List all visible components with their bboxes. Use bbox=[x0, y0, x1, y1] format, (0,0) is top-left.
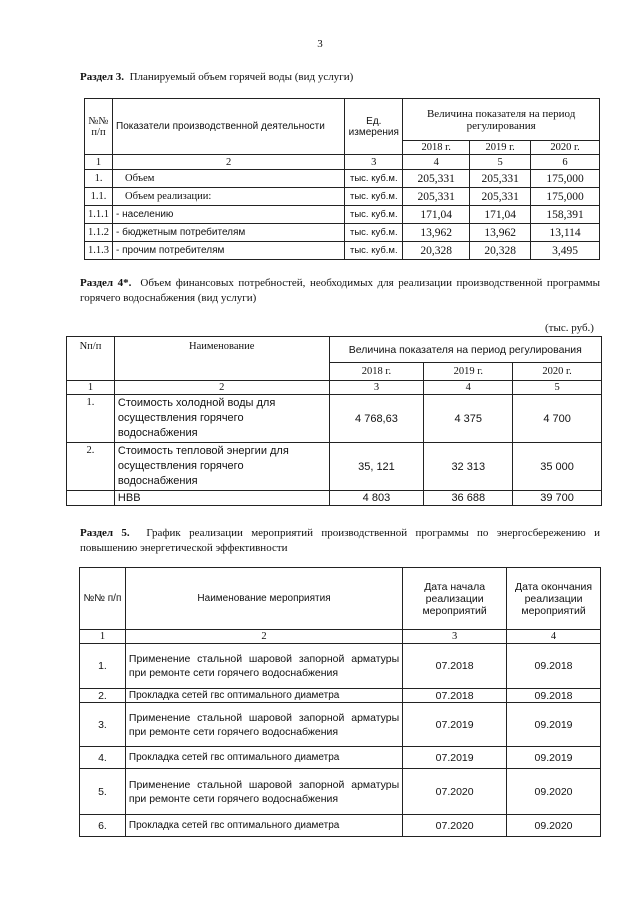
row-value-2020: 4 700 bbox=[513, 395, 602, 443]
s4-year-2019: 2019 г. bbox=[424, 363, 513, 381]
row-num: 2. bbox=[80, 689, 126, 703]
s5-header-num: №№ п/п bbox=[80, 568, 126, 630]
row-value-2018: 13,962 bbox=[403, 224, 470, 242]
row-name: - бюджетным потребителям bbox=[113, 224, 345, 242]
table-row bbox=[85, 242, 600, 260]
s4-header-num: Nп/п bbox=[67, 337, 115, 381]
row-value-2019: 205,331 bbox=[470, 188, 531, 206]
row-name: НВВ bbox=[114, 491, 329, 506]
section3-table bbox=[84, 98, 600, 260]
s4-colnum: 1 bbox=[67, 381, 115, 395]
row-num: 1. bbox=[80, 644, 126, 689]
s4-colnum: 4 bbox=[424, 381, 513, 395]
s3-header-unit: Ед. измерения bbox=[345, 99, 403, 155]
row-value-2019: 171,04 bbox=[470, 206, 531, 224]
row-num: 1. bbox=[85, 170, 113, 188]
s5-colnum-row bbox=[80, 630, 601, 644]
s4-year-2018: 2018 г. bbox=[329, 363, 424, 381]
table-row bbox=[85, 224, 600, 242]
s5-colnum: 2 bbox=[125, 630, 402, 644]
section3-title-bold: Раздел 3. bbox=[80, 71, 125, 83]
s3-colnum-row bbox=[85, 155, 600, 170]
section4-table bbox=[66, 336, 602, 506]
table-row bbox=[67, 443, 602, 491]
s3-year-2019: 2019 г. bbox=[470, 141, 531, 155]
row-value-2020: 158,391 bbox=[531, 206, 600, 224]
row-start-date: 07.2018 bbox=[403, 689, 507, 703]
s3-colnum: 4 bbox=[403, 155, 470, 170]
row-num bbox=[67, 491, 115, 506]
s5-colnum: 3 bbox=[403, 630, 507, 644]
s5-header-name: Наименование мероприятия bbox=[125, 568, 402, 630]
row-value-2018: 20,328 bbox=[403, 242, 470, 260]
table-row bbox=[80, 644, 601, 689]
section5-title-text: График реализации мероприятий производственной программы по энергосбережению и повышению энергетической эффективности bbox=[80, 527, 601, 554]
s5-colnum: 1 bbox=[80, 630, 126, 644]
row-name: Применение стальной шаровой запорной арматуры при ремонте сети горячего водоснабжения bbox=[125, 644, 402, 689]
row-end-date: 09.2019 bbox=[507, 703, 601, 747]
s5-header-end: Дата окончания реализации мероприятий bbox=[507, 568, 601, 630]
s3-colnum: 2 bbox=[113, 155, 345, 170]
row-name: Объем реализации: bbox=[113, 188, 345, 206]
row-unit: тыс. куб.м. bbox=[345, 170, 403, 188]
row-unit: тыс. куб.м. bbox=[345, 188, 403, 206]
row-name: - прочим потребителям bbox=[113, 242, 345, 260]
row-name: Применение стальной шаровой запорной арматуры при ремонте сети горячего водоснабжения bbox=[125, 769, 402, 815]
row-value-2018: 205,331 bbox=[403, 188, 470, 206]
s3-header-value: Величина показателя на период регулирования bbox=[403, 99, 600, 141]
row-value-2019: 4 375 bbox=[424, 395, 513, 443]
table-row bbox=[85, 170, 600, 188]
row-start-date: 07.2019 bbox=[403, 747, 507, 769]
row-value-2019: 32 313 bbox=[424, 443, 513, 491]
section3-title bbox=[80, 70, 600, 85]
row-value-2020: 175,000 bbox=[531, 188, 600, 206]
row-value-2019: 20,328 bbox=[470, 242, 531, 260]
row-end-date: 09.2019 bbox=[507, 747, 601, 769]
row-value-2020: 39 700 bbox=[513, 491, 602, 506]
row-end-date: 09.2018 bbox=[507, 689, 601, 703]
row-start-date: 07.2018 bbox=[403, 644, 507, 689]
s3-colnum: 5 bbox=[470, 155, 531, 170]
row-num: 6. bbox=[80, 815, 126, 837]
table-row bbox=[85, 206, 600, 224]
s5-header-start: Дата начала реализации мероприятий bbox=[403, 568, 507, 630]
table-row bbox=[80, 703, 601, 747]
row-value-2019: 13,962 bbox=[470, 224, 531, 242]
row-value-2020: 35 000 bbox=[513, 443, 602, 491]
row-value-2018: 35, 121 bbox=[329, 443, 424, 491]
row-unit: тыс. куб.м. bbox=[345, 242, 403, 260]
s4-colnum: 3 bbox=[329, 381, 424, 395]
row-start-date: 07.2020 bbox=[403, 769, 507, 815]
s3-header-indicator: Показатели производственной деятельности bbox=[113, 99, 345, 155]
row-value-2018: 4 803 bbox=[329, 491, 424, 506]
section4-title-text: Объем финансовых потребностей, необходимых для реализации производственной программы горячего водоснабжения (вид услуги) bbox=[80, 277, 601, 304]
row-unit: тыс. куб.м. bbox=[345, 206, 403, 224]
row-num: 4. bbox=[80, 747, 126, 769]
s3-colnum: 3 bbox=[345, 155, 403, 170]
row-num: 1.1.1 bbox=[85, 206, 113, 224]
row-num: 2. bbox=[67, 443, 115, 491]
row-name: Применение стальной шаровой запорной арматуры при ремонте сети горячего водоснабжения bbox=[125, 703, 402, 747]
row-name: Стоимость тепловой энергии для осуществления горячего водоснабжения bbox=[114, 443, 329, 491]
row-value-2018: 171,04 bbox=[403, 206, 470, 224]
s4-header-name: Наименование bbox=[114, 337, 329, 381]
row-num: 5. bbox=[80, 769, 126, 815]
row-value-2020: 3,495 bbox=[531, 242, 600, 260]
section4-title bbox=[80, 276, 600, 306]
table-row bbox=[80, 689, 601, 703]
s4-header-value: Величина показателя на период регулирования bbox=[329, 337, 601, 363]
row-name: - населению bbox=[113, 206, 345, 224]
section3-title-text: Планируемый объем горячей воды (вид услуги) bbox=[129, 71, 354, 83]
row-value-2019: 36 688 bbox=[424, 491, 513, 506]
row-unit: тыс. куб.м. bbox=[345, 224, 403, 242]
table-row bbox=[80, 815, 601, 837]
row-value-2020: 13,114 bbox=[531, 224, 600, 242]
row-value-2018: 4 768,63 bbox=[329, 395, 424, 443]
s3-colnum: 6 bbox=[531, 155, 600, 170]
s4-year-2020: 2020 г. bbox=[513, 363, 602, 381]
row-value-2020: 175,000 bbox=[531, 170, 600, 188]
table-row bbox=[80, 747, 601, 769]
section5-table bbox=[79, 567, 601, 837]
section5-title-bold: Раздел 5. bbox=[80, 527, 130, 539]
row-end-date: 09.2018 bbox=[507, 644, 601, 689]
units-note: (тыс. руб.) bbox=[545, 322, 594, 334]
table-row bbox=[85, 188, 600, 206]
row-name: Прокладка сетей гвс оптимального диаметра bbox=[125, 689, 402, 703]
s3-year-2018: 2018 г. bbox=[403, 141, 470, 155]
s4-colnum: 2 bbox=[114, 381, 329, 395]
row-num: 1. bbox=[67, 395, 115, 443]
row-start-date: 07.2020 bbox=[403, 815, 507, 837]
row-value-2019: 205,331 bbox=[470, 170, 531, 188]
row-num: 1.1.2 bbox=[85, 224, 113, 242]
row-value-2018: 205,331 bbox=[403, 170, 470, 188]
table-row bbox=[67, 395, 602, 443]
row-name: Прокладка сетей гвс оптимального диаметра bbox=[125, 747, 402, 769]
section5-title bbox=[80, 526, 600, 556]
row-end-date: 09.2020 bbox=[507, 769, 601, 815]
table-row bbox=[67, 491, 602, 506]
table-row bbox=[80, 769, 601, 815]
s3-header-num: №№ п/п bbox=[85, 99, 113, 155]
row-num: 3. bbox=[80, 703, 126, 747]
row-start-date: 07.2019 bbox=[403, 703, 507, 747]
row-name: Прокладка сетей гвс оптимального диаметра bbox=[125, 815, 402, 837]
row-name: Объем bbox=[113, 170, 345, 188]
s4-colnum-row bbox=[67, 381, 602, 395]
page-number: 3 bbox=[317, 38, 323, 50]
row-end-date: 09.2020 bbox=[507, 815, 601, 837]
section4-title-bold: Раздел 4*. bbox=[80, 277, 132, 289]
row-num: 1.1. bbox=[85, 188, 113, 206]
row-name: Стоимость холодной воды для осуществления горячего водоснабжения bbox=[114, 395, 329, 443]
s3-colnum: 1 bbox=[85, 155, 113, 170]
s3-year-2020: 2020 г. bbox=[531, 141, 600, 155]
s4-colnum: 5 bbox=[513, 381, 602, 395]
s5-colnum: 4 bbox=[507, 630, 601, 644]
row-num: 1.1.3 bbox=[85, 242, 113, 260]
